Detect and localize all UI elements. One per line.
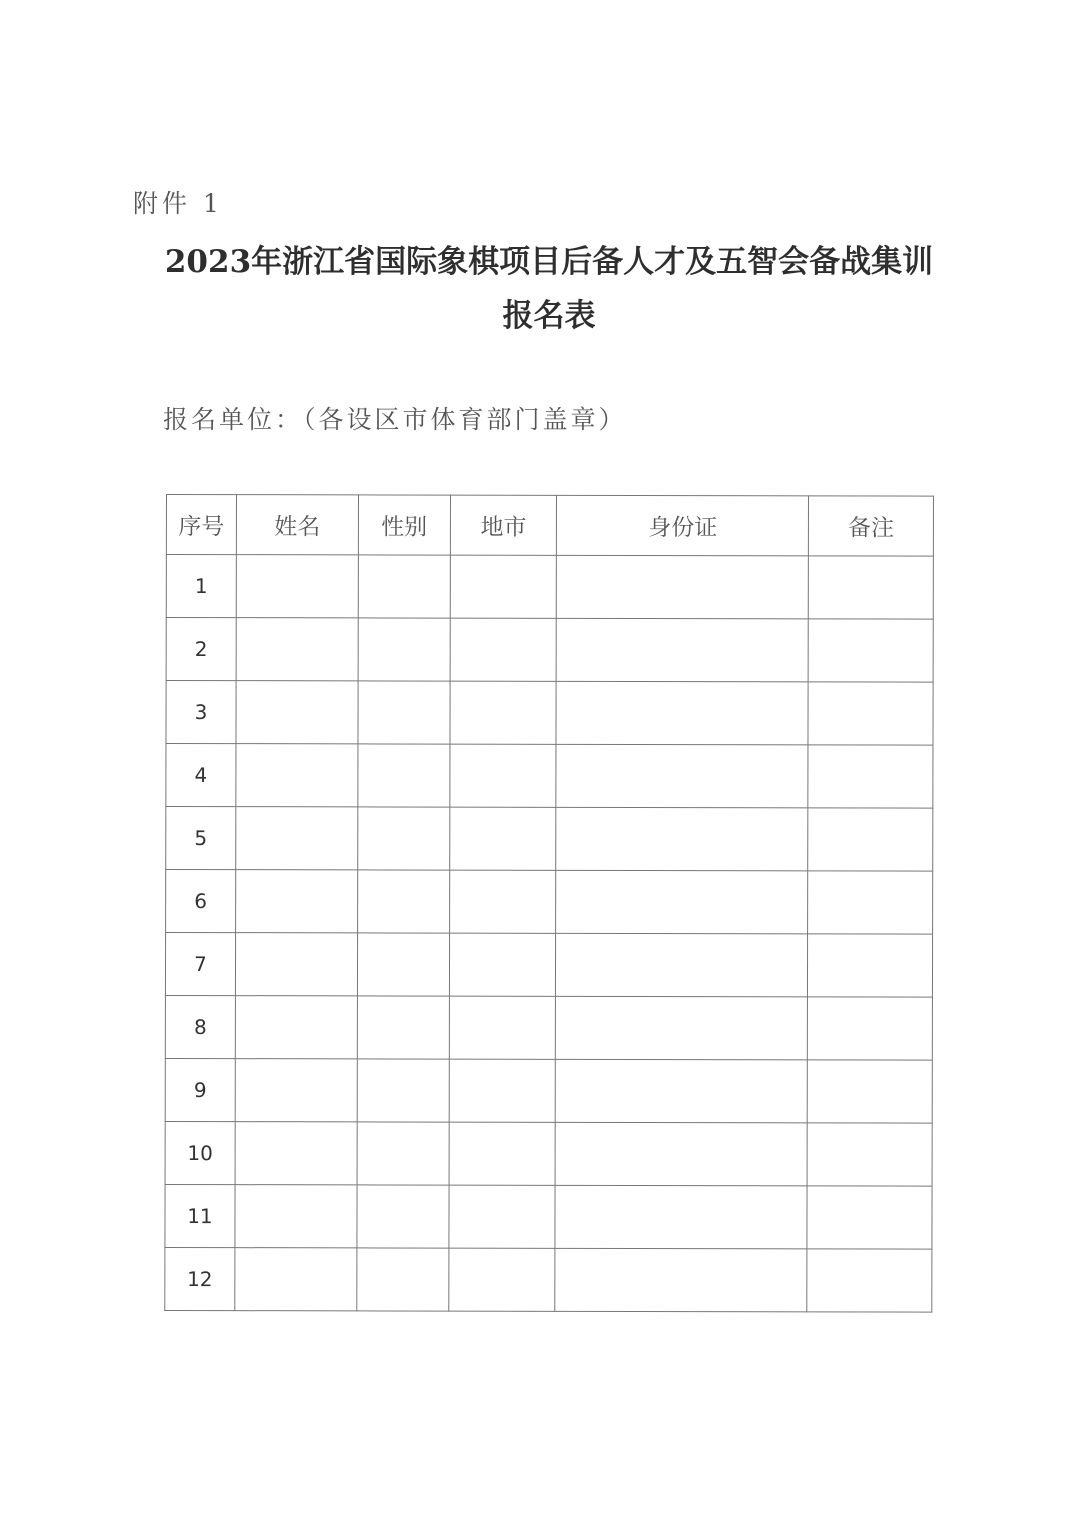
table-row: [165, 1058, 932, 1123]
remarks-cell[interactable]: [808, 745, 933, 808]
gender-cell[interactable]: [357, 996, 449, 1059]
registration-unit-line: 报名单位：（各设区市体育部门盖章）: [163, 405, 627, 434]
remarks-cell[interactable]: [808, 556, 933, 619]
gender-cell[interactable]: [357, 1122, 449, 1185]
id-card-cell[interactable]: [557, 618, 809, 682]
row-index-cell: 5: [166, 807, 236, 870]
row-index-cell: 11: [165, 1184, 235, 1247]
row-index-cell: 9: [165, 1058, 235, 1121]
remarks-cell[interactable]: [807, 997, 932, 1060]
gender-cell[interactable]: [357, 1185, 449, 1248]
header-gender: 性别: [358, 495, 450, 555]
attachment-label: 附件 1: [133, 189, 223, 218]
id-card-cell[interactable]: [556, 807, 808, 871]
table-row: [165, 1247, 932, 1312]
name-cell[interactable]: [235, 1059, 357, 1122]
id-card-cell[interactable]: [556, 744, 808, 808]
city-cell[interactable]: [450, 618, 557, 681]
table-row: [166, 555, 933, 620]
gender-cell[interactable]: [357, 1248, 449, 1311]
table-row: [165, 1184, 932, 1249]
id-card-cell[interactable]: [557, 555, 809, 619]
id-card-cell[interactable]: [556, 1059, 808, 1123]
id-card-cell[interactable]: [556, 1122, 808, 1186]
city-cell[interactable]: [449, 1122, 556, 1185]
header-index: 序号: [166, 495, 236, 555]
city-cell[interactable]: [449, 870, 556, 933]
table-row: [166, 618, 933, 683]
name-cell[interactable]: [236, 555, 358, 618]
remarks-cell[interactable]: [808, 934, 933, 997]
remarks-cell[interactable]: [808, 682, 933, 745]
remarks-cell[interactable]: [808, 808, 933, 871]
name-cell[interactable]: [236, 807, 358, 870]
city-cell[interactable]: [450, 681, 557, 744]
remarks-cell[interactable]: [808, 871, 933, 934]
name-cell[interactable]: [236, 744, 358, 807]
remarks-cell[interactable]: [807, 1186, 932, 1249]
table-row: [165, 1121, 932, 1186]
table-row: [166, 681, 933, 746]
remarks-cell[interactable]: [807, 1123, 932, 1186]
row-index-cell: 8: [165, 995, 235, 1058]
city-cell[interactable]: [449, 933, 556, 996]
table-row: [165, 933, 932, 998]
id-card-cell[interactable]: [556, 933, 808, 997]
name-cell[interactable]: [236, 870, 358, 933]
header-name: 姓名: [236, 495, 358, 555]
row-index-cell: 4: [166, 744, 236, 807]
row-index-cell: 1: [166, 555, 236, 618]
table-row: [166, 744, 933, 809]
id-card-cell[interactable]: [556, 681, 808, 745]
name-cell[interactable]: [235, 996, 357, 1059]
city-cell[interactable]: [449, 807, 556, 870]
name-cell[interactable]: [236, 618, 358, 681]
table-header-row: [166, 495, 933, 557]
registration-table: [164, 494, 934, 1313]
row-index-cell: 7: [165, 933, 235, 996]
gender-cell[interactable]: [357, 807, 449, 870]
header-id-card: 身份证: [557, 495, 809, 556]
row-index-cell: 10: [165, 1121, 235, 1184]
remarks-cell[interactable]: [807, 1249, 932, 1312]
gender-cell[interactable]: [358, 681, 450, 744]
gender-cell[interactable]: [358, 555, 450, 618]
id-card-cell[interactable]: [556, 870, 808, 934]
city-cell[interactable]: [449, 744, 556, 807]
name-cell[interactable]: [235, 1248, 357, 1311]
name-cell[interactable]: [235, 1185, 357, 1248]
document-title-line-2: 报名表: [502, 298, 596, 334]
gender-cell[interactable]: [357, 933, 449, 996]
row-index-cell: 3: [166, 681, 236, 744]
name-cell[interactable]: [236, 681, 358, 744]
city-cell[interactable]: [449, 1185, 556, 1248]
id-card-cell[interactable]: [556, 996, 808, 1060]
gender-cell[interactable]: [358, 618, 450, 681]
row-index-cell: 12: [165, 1247, 235, 1310]
remarks-cell[interactable]: [807, 1060, 932, 1123]
table-body: [165, 555, 934, 1313]
id-card-cell[interactable]: [555, 1248, 807, 1312]
row-index-cell: 6: [166, 870, 236, 933]
table-row: [165, 995, 932, 1060]
name-cell[interactable]: [235, 1122, 357, 1185]
id-card-cell[interactable]: [555, 1185, 807, 1249]
table-row: [166, 870, 933, 935]
gender-cell[interactable]: [357, 1059, 449, 1122]
header-city: 地市: [450, 495, 557, 555]
city-cell[interactable]: [448, 1248, 555, 1311]
name-cell[interactable]: [235, 933, 357, 996]
city-cell[interactable]: [450, 555, 557, 618]
row-index-cell: 2: [166, 618, 236, 681]
header-remarks: 备注: [808, 496, 933, 556]
document-title-line-1: 2023年浙江省国际象棋项目后备人才及五智会备战集训: [164, 244, 934, 280]
gender-cell[interactable]: [357, 870, 449, 933]
gender-cell[interactable]: [358, 744, 450, 807]
table-row: [166, 807, 933, 872]
city-cell[interactable]: [449, 1059, 556, 1122]
city-cell[interactable]: [449, 996, 556, 1059]
remarks-cell[interactable]: [808, 619, 933, 682]
